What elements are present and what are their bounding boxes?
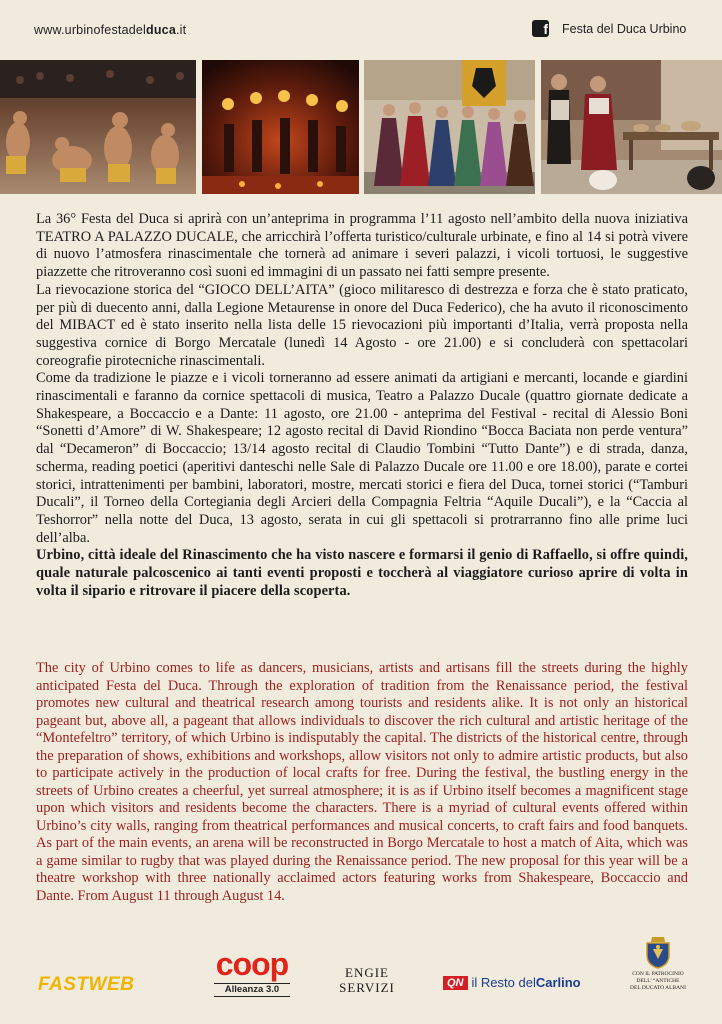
coop-logo: coop Alleanza 3.0 xyxy=(215,946,289,995)
photo-fire-performers xyxy=(202,60,359,194)
photo-strip xyxy=(0,60,722,194)
sponsor-strip xyxy=(0,935,722,1015)
italian-text xyxy=(36,211,688,600)
photo-costume-parade xyxy=(364,60,535,194)
italian-paragraph-3: Come da tradizione le piazze e i vicoli torneranno ad essere animati da artigiani e mercanti, locande e giardini rinascimentali e faranno da cornice spettacoli di musica, Teatro a Palazzo Ducale (quattro giornate dedicate a Shakespeare, a Boccaccio e a Dante: 11 agosto, ore 21.00 - anteprima del Festival - recital di Alessio Boni “Sonetti d’Amore” di W. Shakespeare; 12 agosto recital di David Riondino “Bocca Baciata non perde ventura” dal “Decameron” di Boccaccio; 13/14 agosto recital di Claudio Tombini “Tutto Dante”) e di strada, danza, scherma, reading poetici (aperitivi danteschi nelle Sale di Palazzo Ducale ore 11.00 e ore 18.00), parate e cortei storici, intrattenimenti per bambini, laboratori, mostre, mercati storici e fiera del Duca, tornei storici (“Tamburi Ducali”, il Torneo della Cortegiania degli Arcieri della Compagnia Feltria “Aquile Ducali”), e la “Caccia al Teshorror” nella notte del Duca, 13 agosto, serata in cui gli spettacoli si protrarranno fino alle prime luci dell’alba. xyxy=(36,370,688,546)
header-bar xyxy=(0,0,722,58)
italian-closing-paragraph: Urbino, città ideale del Rinascimento che ha visto nascere e formarsi il genio di Raffaello, si offre quindi, quale naturale palcoscenico ai tanti eventi proposti e toccherà al viaggiatore curioso aprire di volta in volta il sipario e ritrovare il piacere della scoperta. xyxy=(36,547,688,599)
resto-del-carlino-logo: QN il Resto delCarlino xyxy=(443,975,581,990)
crest-icon xyxy=(643,935,673,969)
facebook-icon: f xyxy=(532,20,549,37)
english-text xyxy=(36,660,688,905)
photo-aita-players xyxy=(0,60,196,194)
engie-servizi-logo: ENGIE SERVIZI xyxy=(339,965,395,995)
website-link[interactable]: www.urbinofestadelduca.it xyxy=(34,23,187,37)
english-paragraph: The city of Urbino comes to life as dancers, musicians, artists and artisans fill the streets during the highly anticipated Festa del Duca. Through the exploration of tradition from the Renaissance period, the festival promotes new cultural and theatrical research among tourists and residents alike. It is not only an historical pageant but, above all, a pageant that allows individuals to discover the rich cultural and artistic heritage of the “Montefeltro” territory, of which Urbino is indisputably the capital. The districts of the historical centre, through the preparation of shows, exhibitions and workshops, allow visitors not only to admire artistic products, but also to participate actively in the production of local crafts for free. During the festival, the bustling energy in the streets of Urbino creates a cheerful, yet surreal atmosphere; it is as if Urbino itself becomes a magnificent stage upon which visitors and residents become the characters. There is a myriad of cultural events offered within Urbino’s city walls, ranging from theatrical performances and musical concerts, to craft fairs and food banquets. As part of the main events, an arena will be reconstructed in Borgo Mercatale to host a match of Aita, which was a game similar to rugby that was played during the Renaissance period. The new proposal for this year will be a theatre workshop with three nationally acclaimed actors featuring works from Shakespeare, Boccaccio and Dante. From August 11 through August 14. xyxy=(36,660,688,904)
italian-paragraph-1: La 36° Festa del Duca si aprirà con un’anteprima in programma l’11 agosto nell’ambito della nuova iniziativa TEATRO A PALAZZO DUCALE, che arricchirà l’offerta turistico/culturale urbinate, e fino al 14 si potrà vivere di nuovo l’atmosfera rinascimentale che tornerà ad animare i severi palazzi, i vicoli tortuosi, le suggestive piazzette che ritroveranno così suoni ed immagini di un passato nei fatti sempre presente. xyxy=(36,211,688,281)
patronage-crest: CON IL PATROCINIO DELL’ “ANTICHE DEL DUCATO ALBANI xyxy=(620,935,696,992)
photo-artisans-market xyxy=(541,60,722,194)
fastweb-logo: FASTWEB xyxy=(38,974,135,995)
facebook-label: Festa del Duca Urbino xyxy=(562,21,687,36)
italian-paragraph-2: La rievocazione storica del “GIOCO DELL’AITA” (gioco militaresco di destrezza e forza che è stato praticato, per più di duecento anni, dalla Legione Metaurense in onore del Duca Federico), che ha avuto il riconoscimento del MIBACT ed è stato inserito nella lista delle 15 rievocazioni più importanti d’Italia, verrà proposta nella suggestiva cornice di Borgo Mercatale (lunedì 14 Agosto - ore 21.00) e si concluderà con spettacolari coreografie pirotecniche rinascimentali. xyxy=(36,281,688,369)
facebook-link[interactable] xyxy=(532,20,686,37)
